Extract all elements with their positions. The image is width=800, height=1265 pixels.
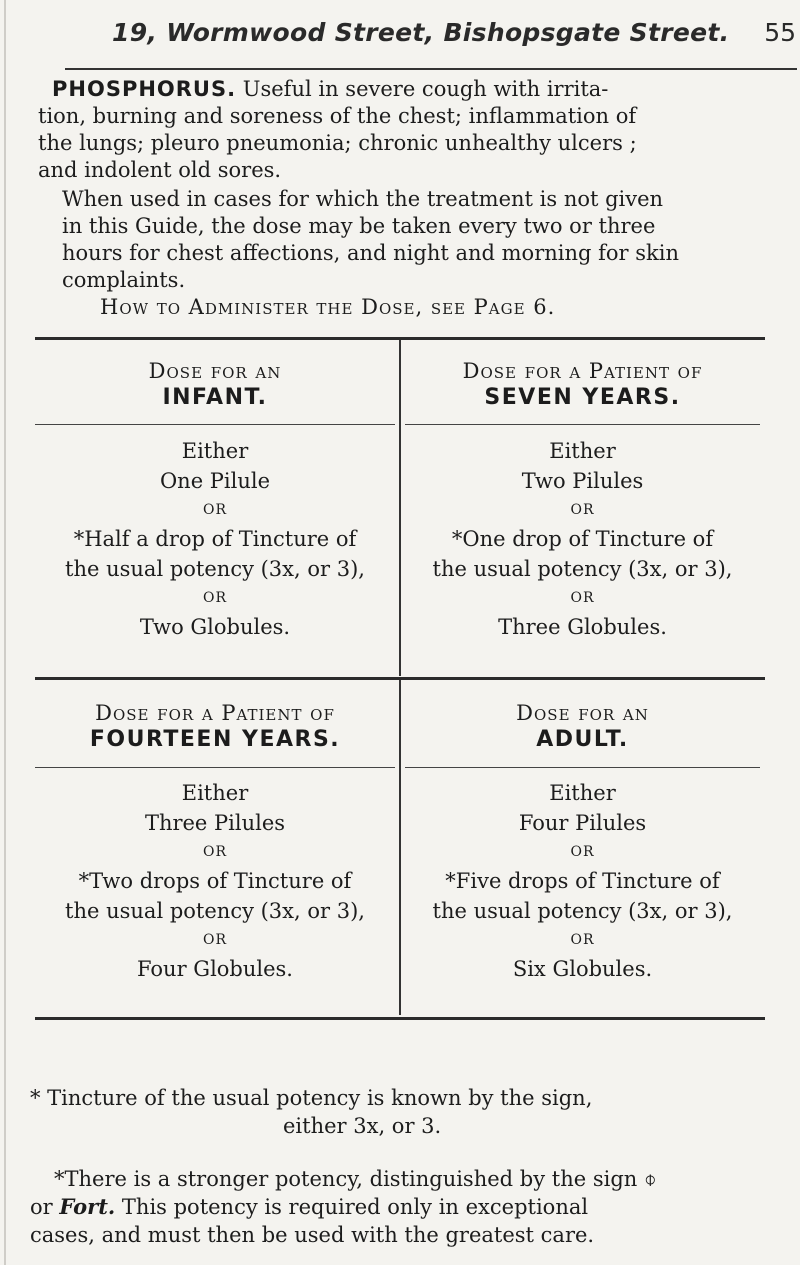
footnote-line: *There is a stronger potency, distinguished by the sign ⌽ <box>54 1167 657 1191</box>
dose-line: Four Globules. <box>136 957 293 981</box>
remedy-name: PHOSPHORUS. <box>52 77 237 101</box>
dose-age: ADULT. <box>536 727 629 752</box>
dose-heading: Dose for a Patient of <box>95 701 335 725</box>
dose-line: Either <box>181 781 249 805</box>
page-edge <box>4 0 6 1265</box>
dose-line: Four Pilules <box>518 811 647 835</box>
dose-heading: Dose for a Patient of <box>462 359 703 383</box>
dose-line: Either <box>549 781 616 805</box>
usage-line: When used in cases for which the treatment is not given <box>62 187 664 211</box>
running-header <box>112 12 800 58</box>
footnote-line: cases, and must then be used with the greatest care. <box>30 1223 595 1247</box>
usage-line: hours for chest affections, and night and morning for skin <box>62 241 679 265</box>
dose-line: *One drop of Tincture of <box>451 527 714 551</box>
dose-line: Three Pilules <box>144 811 286 835</box>
dose-cell-fourteen-years <box>40 700 390 984</box>
dose-line: the usual potency (3x, or 3), <box>432 899 733 923</box>
dose-line: Six Globules. <box>512 957 653 981</box>
dose-line: *Half a drop of Tincture of <box>73 527 357 551</box>
dose-cell-adult <box>405 700 760 984</box>
dose-or: OR <box>570 932 595 948</box>
dose-or: OR <box>570 844 595 860</box>
footnote-tincture-sign <box>30 1084 798 1140</box>
footnote-stronger-potency <box>30 1165 798 1249</box>
footnote-text: This potency is required only in exceptional <box>121 1195 589 1219</box>
dose-line: the usual potency (3x, or 3), <box>65 899 365 923</box>
usage-paragraph <box>38 186 798 294</box>
usage-line: complaints. <box>62 268 186 292</box>
description-paragraph <box>38 76 798 184</box>
dose-or: OR <box>202 932 228 948</box>
header-address: 19, Wormwood Street, Bishopsgate Street. <box>112 18 730 47</box>
usage-line: in this Guide, the dose may be taken every two or three <box>62 214 656 238</box>
how-to-administer-reference: How to Administer the Dose, see Page 6. <box>100 295 556 319</box>
dose-or: OR <box>570 590 595 606</box>
dose-cell-seven-years <box>405 358 760 642</box>
footnote-fort-term: Fort. <box>59 1194 116 1219</box>
column-divider <box>399 680 401 1015</box>
page-number: 55 <box>764 18 796 47</box>
dose-or: OR <box>202 844 228 860</box>
header-rule <box>65 68 797 70</box>
description-line: and indolent old sores. <box>38 158 282 182</box>
footnote-line: * Tincture of the usual potency is known by the sign, <box>30 1086 593 1110</box>
dose-heading: Dose for an <box>148 359 282 383</box>
table-bottom-rule <box>35 1017 765 1020</box>
dose-or: OR <box>570 502 595 518</box>
dose-cell-infant <box>40 358 390 642</box>
dose-age: SEVEN YEARS. <box>484 385 681 410</box>
footnote-line: either 3x, or 3. <box>283 1114 442 1138</box>
dose-line: Either <box>181 439 249 463</box>
dose-line: Either <box>549 439 616 463</box>
dose-line: Three Globules. <box>498 615 667 639</box>
column-divider <box>399 340 401 676</box>
dose-or: OR <box>202 502 228 518</box>
dose-line: the usual potency (3x, or 3), <box>65 557 365 581</box>
dose-age: FOURTEEN YEARS. <box>89 727 341 752</box>
dose-heading: Dose for an <box>516 701 649 725</box>
dose-age: INFANT. <box>162 385 268 410</box>
description-line: tion, burning and soreness of the chest; inflammation of <box>38 104 637 128</box>
dose-line: *Two drops of Tincture of <box>78 869 352 893</box>
footnote-line <box>30 1193 798 1221</box>
dose-line: One Pilule <box>159 469 271 493</box>
dose-line: Two Globules. <box>139 615 291 639</box>
footnote-text: or <box>30 1195 53 1219</box>
dose-line: the usual potency (3x, or 3), <box>432 557 733 581</box>
dose-line: *Five drops of Tincture of <box>445 869 720 893</box>
description-line: Useful in severe cough with irrita- <box>242 77 609 101</box>
dose-line: Two Pilules <box>521 469 644 493</box>
dose-or: OR <box>202 590 228 606</box>
description-line: the lungs; pleuro pneumonia; chronic unhealthy ulcers ; <box>38 131 637 155</box>
